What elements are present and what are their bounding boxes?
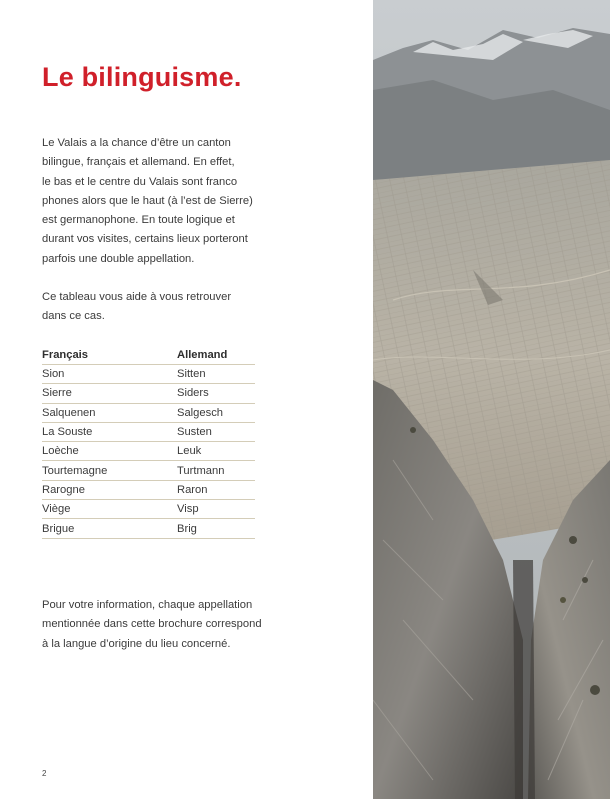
intro-line: est germanophone. En toute logique et: [42, 214, 235, 227]
german-name: Raron: [177, 480, 255, 499]
intro-line: le bas et le centre du Valais sont franco: [42, 175, 238, 188]
french-name: Sion: [42, 365, 177, 384]
table-row: [42, 461, 255, 480]
french-name: Brigue: [42, 519, 177, 538]
french-name: La Souste: [42, 422, 177, 441]
german-name: Siders: [177, 384, 255, 403]
german-name: Leuk: [177, 442, 255, 461]
table-intro-line: dans ce cas.: [42, 310, 105, 323]
outro-paragraph: [42, 596, 282, 654]
intro-line: bilingue, français et allemand. En effet,: [42, 156, 235, 169]
german-name: Visp: [177, 500, 255, 519]
intro-line: parfois une double appellation.: [42, 252, 195, 265]
french-name: Viège: [42, 500, 177, 519]
french-name: Salquenen: [42, 403, 177, 422]
table-intro-paragraph: [42, 288, 282, 327]
german-name: Sitten: [177, 365, 255, 384]
table-row: [42, 519, 255, 538]
header-german: Allemand: [177, 345, 255, 365]
german-name: Susten: [177, 422, 255, 441]
page-title: Le bilinguisme.: [42, 62, 242, 92]
table-intro-line: Ce tableau vous aide à vous retrouver: [42, 291, 232, 303]
french-name: Loèche: [42, 442, 177, 461]
valley-photo: [373, 0, 610, 799]
place-names-table: [42, 345, 255, 539]
outro-line: mentionnée dans cette brochure correspond: [42, 618, 262, 631]
intro-line: Le Valais a la chance d’être un canton: [42, 137, 231, 149]
french-name: Rarogne: [42, 480, 177, 499]
table-row: [42, 442, 255, 461]
outro-line: à la langue d’origine du lieu concerné.: [42, 637, 231, 650]
german-name: Turtmann: [177, 461, 255, 480]
table-row: [42, 384, 255, 403]
page-number: 2: [42, 769, 47, 778]
outro-line: Pour votre information, chaque appellation: [42, 599, 253, 611]
table-row: [42, 365, 255, 384]
table-row: [42, 500, 255, 519]
table-row: [42, 422, 255, 441]
intro-line: phones alors que le haut (à l’est de Sierre): [42, 194, 253, 207]
table-row: [42, 480, 255, 499]
french-name: Tourtemagne: [42, 461, 177, 480]
mountain-valley-image: [373, 0, 610, 799]
german-name: Salgesch: [177, 403, 255, 422]
intro-line: durant vos visites, certains lieux porteront: [42, 233, 248, 246]
german-name: Brig: [177, 519, 255, 538]
header-french: Français: [42, 345, 177, 365]
table-header-row: [42, 345, 255, 365]
french-name: Sierre: [42, 384, 177, 403]
intro-paragraph: [42, 134, 282, 269]
table-row: [42, 403, 255, 422]
